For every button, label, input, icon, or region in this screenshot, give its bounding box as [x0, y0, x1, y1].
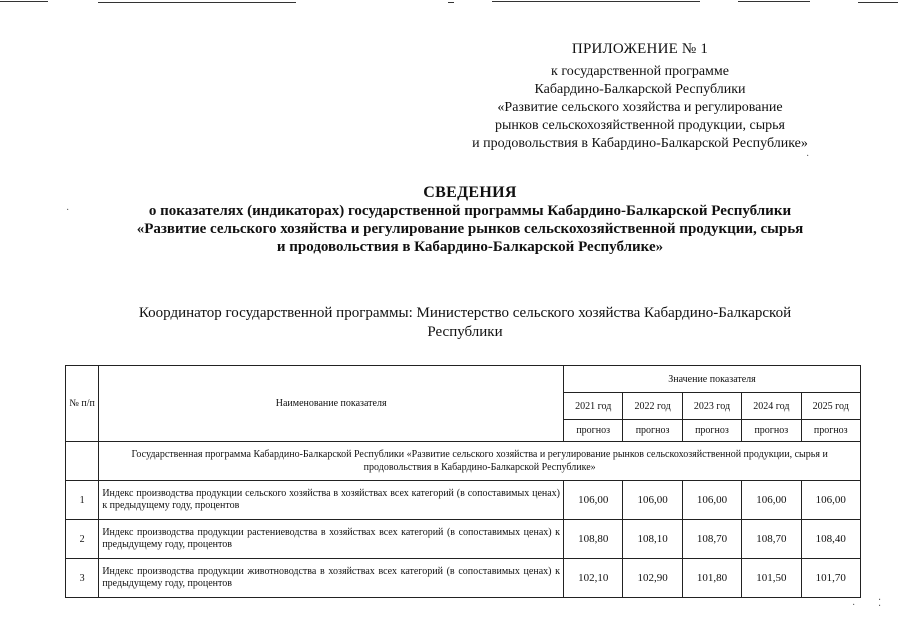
- heading-line: и продовольствия в Кабардино-Балкарской Республике»: [276, 239, 664, 255]
- header-year: 2022 год: [623, 393, 682, 420]
- program-row-text: Государственная программа Кабардино-Балкарской Республики «Развитие сельского хозяйства и регулирование рынков сельскохозяйственной продукции, сырья и продовольствия в Кабардино-Балкарской Республике»: [99, 442, 861, 481]
- header-forecast: прогноз: [801, 420, 860, 442]
- coordinator-block: [60, 304, 870, 342]
- scan-speck: ·: [806, 151, 810, 162]
- scan-line: [738, 1, 810, 2]
- header-year: 2025 год: [801, 393, 860, 420]
- header-num: № п/п: [66, 366, 99, 442]
- header-year: 2021 год: [564, 393, 623, 420]
- appendix-line: к государственной программе: [551, 64, 729, 79]
- scan-line: [98, 2, 296, 3]
- row-value: 106,00: [742, 481, 801, 520]
- header-year: 2023 год: [682, 393, 741, 420]
- appendix-block: [430, 40, 850, 153]
- heading-line: «Развитие сельского хозяйства и регулирование рынков сельскохозяйственной продукции, сырья: [136, 221, 804, 237]
- scan-line: [492, 1, 700, 2]
- header-value-group: Значение показателя: [564, 366, 861, 393]
- row-value: 108,10: [623, 520, 682, 559]
- row-value: 108,70: [742, 520, 801, 559]
- table-row: [66, 481, 861, 520]
- appendix-title: ПРИЛОЖЕНИЕ № 1: [571, 41, 709, 57]
- document-heading: [60, 184, 880, 256]
- program-row: [66, 442, 861, 481]
- row-value: 108,40: [801, 520, 860, 559]
- row-name: Индекс производства продукции животноводства в хозяйствах всех категорий (в сопоставимых ценах) к предыдущему году, процентов: [99, 559, 564, 598]
- table-header-row: [66, 366, 861, 393]
- row-value: 106,00: [682, 481, 741, 520]
- row-value: 101,70: [801, 559, 860, 598]
- header-forecast: прогноз: [564, 420, 623, 442]
- row-value: 106,00: [623, 481, 682, 520]
- row-value: 101,80: [682, 559, 741, 598]
- row-num: 3: [66, 559, 99, 598]
- header-forecast: прогноз: [623, 420, 682, 442]
- row-value: 101,50: [742, 559, 801, 598]
- header-forecast: прогноз: [742, 420, 801, 442]
- row-value: 108,70: [682, 520, 741, 559]
- row-value: 108,80: [564, 520, 623, 559]
- scan-speck: ⁚: [878, 598, 882, 609]
- row-value: 102,10: [564, 559, 623, 598]
- appendix-line: Кабардино-Балкарской Республики: [534, 82, 746, 97]
- coordinator-line: Координатор государственной программы: Министерство сельского хозяйства Кабардино-Балкарской: [138, 305, 792, 321]
- table-row: [66, 520, 861, 559]
- coordinator-line: Республики: [427, 324, 503, 340]
- row-num: 1: [66, 481, 99, 520]
- header-forecast: прогноз: [682, 420, 741, 442]
- program-row-num: [66, 442, 99, 481]
- row-name: Индекс производства продукции растениеводства в хозяйствах всех категорий (в сопоставимых ценах) к предыдущему году, процентов: [99, 520, 564, 559]
- indicators-table: [65, 365, 861, 598]
- scan-speck: ·: [66, 205, 70, 216]
- heading-line: о показателях (индикаторах) государственной программы Кабардино-Балкарской Республики: [148, 203, 792, 219]
- header-name: Наименование показателя: [99, 366, 564, 442]
- heading-title: СВЕДЕНИЯ: [423, 184, 517, 201]
- appendix-line: рынков сельскохозяйственной продукции, сырья: [495, 118, 785, 133]
- row-num: 2: [66, 520, 99, 559]
- row-value: 106,00: [564, 481, 623, 520]
- appendix-line: «Развитие сельского хозяйства и регулирование: [497, 100, 783, 115]
- row-name: Индекс производства продукции сельского хозяйства в хозяйствах всех категорий (в сопоставимых ценах) к предыдущему году, процентов: [99, 481, 564, 520]
- row-value: 106,00: [801, 481, 860, 520]
- header-year: 2024 год: [742, 393, 801, 420]
- scan-line: [0, 1, 48, 2]
- appendix-line: и продовольствия в Кабардино-Балкарской Республике»: [472, 136, 808, 151]
- table-row: [66, 559, 861, 598]
- scan-line: [448, 2, 454, 3]
- row-value: 102,90: [623, 559, 682, 598]
- scan-speck: ·: [852, 600, 856, 611]
- scan-line: [858, 2, 898, 3]
